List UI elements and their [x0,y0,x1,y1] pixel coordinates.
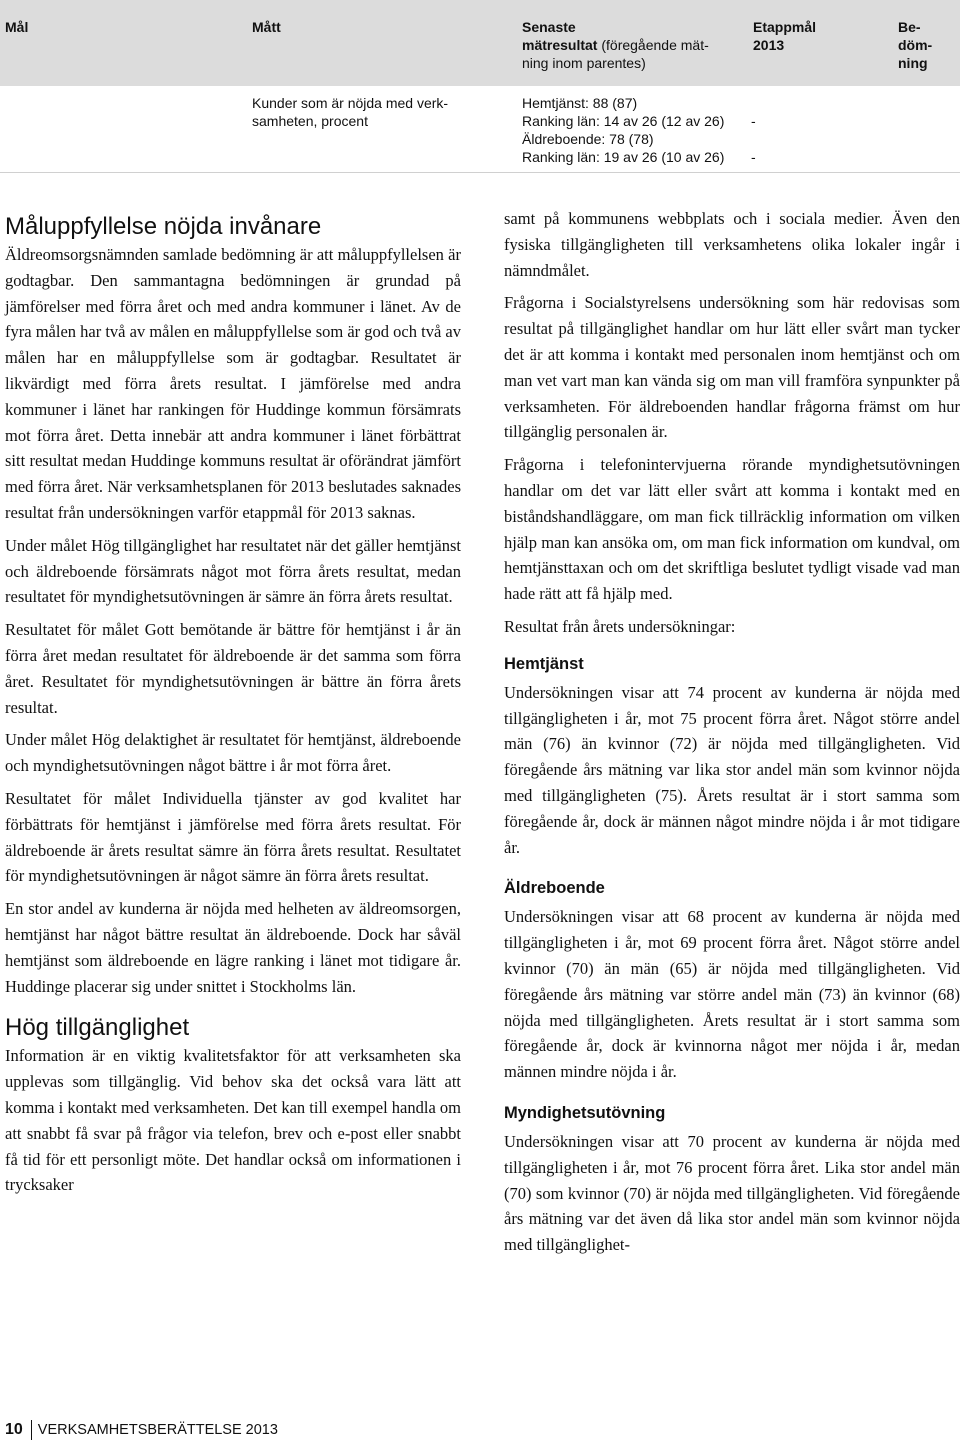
header-etappmal: Etappmål 2013 [753,19,817,53]
row-result: Hemtjänst: 88 (87) Ranking län: 14 av 26 (12 av 26) Äldreboende: 78 (78) Ranking län: 19 av 26 (10 av 26) [522,95,725,165]
subheading-myndighetsutovning: Myndighetsutövning [504,1103,666,1122]
table-divider [0,172,960,173]
goal-table [0,0,960,175]
row-matt: Kunder som är nöjda med verk- samheten, procent [252,95,449,129]
paragraph: En stor andel av kunderna är nöjda med helheten av äldreomsorgen, hemtjänst har något bättre resultat än äldreboende. Dock har såväl hemtjänst som äldreboende en lägre ranking i länet mot tidigare år. Huddinge placerar sig under snittet i Stockholms län. [5,899,461,996]
page-footer [5,1419,278,1441]
paragraph: Information är en viktig kvalitetsfaktor för att verksamheten ska upplevas som tillgänglig. Vid behov ska det också vara lätt att komma i kontakt med verksamheten. Det kan till exempel handla om att snabbt få svar på frågor via telefon, brev och e-post eller snabbt få tid för ett personligt möte. Det handlar också om informationen i trycksaker [5,1046,461,1195]
header-bedomning: Be- döm- ning [898,19,933,71]
left-column [5,212,461,1205]
paragraph: Undersökningen visar att 74 procent av kunderna är nöjda med tillgängligheten i år, mot 75 procent förra året. Något större andel män (76) än kvinnor (72) är nöjda med tillgängligheten. Vid föregående års mätning var lika stor andel män som kvinnor nöjda med tillgängligheten (75). Årets resultat är i stort samma som föregående år, dock är männen något mindre nöjda i år mot tidigare år. [504,682,960,857]
section-title-hog-tillganglighet: Hög tillgänglighet [5,1014,190,1042]
paragraph: Undersökningen visar att 68 procent av kunderna är nöjda med tillgängligheten i år, mot 69 procent förra året. Något större andel kvinnor (70) än män (65) är nöjda med tillgängligheten. Vid föregående års mätning var större andel män (73) än kvinnor (68) nöjda med tillgängligheten. Årets resultat är i stort samma som föregående år, dock är kvinnorna något mer nöjda i år, medan männen mindre nöjda i år. [504,907,960,1082]
paragraph: Under målet Hög delaktighet är resultatet för hemtjänst, äldreboende och myndighetsutövningen något bättre i år mot förra året. [5,730,461,776]
header-mal: Mål [5,19,29,35]
section-title-maluppfyllelse: Måluppfyllelse nöjda invånare [5,213,322,240]
footer-divider [31,1420,32,1440]
subheading-aldreboende: Äldreboende [504,879,605,898]
paragraph: Frågorna i Socialstyrelsens undersökning som här redovisas som resultat på tillgänglighet handlar om hur lätt eller svårt man tycker det är att komma i kontakt med personalen inom hemtjänst och om man vet vart man kan vända sig om man vill framföra synpunkter på verksamheten. För äldreboenden handlar frågorna främst om hur tillgänglig personalen är. [504,293,960,442]
paragraph: samt på kommunens webbplats och i sociala medier. Även den fysiska tillgängligheten till verksamhetens olika lokaler ingår i nämndmålet. [504,209,960,280]
paragraph: Resultat från årets undersökningar: [504,616,736,636]
header-matt: Mått [252,19,281,35]
right-column [504,206,960,1265]
paragraph: Resultatet för målet Gott bemötande är bättre för hemtjänst i år än förra året medan resultatet för äldreboende är det samma som förra året. Resultatet för myndighetsutövningen är bättre än förra årets resultat. [5,620,461,717]
footer-label: VERKSAMHETSBERÄTTELSE 2013 [37,1422,278,1438]
paragraph: Undersökningen visar att 70 procent av kunderna är nöjda med tillgängligheten i år, mot 76 procent förra året. Lika stor andel män (70) som kvinnor (70) är nöjda med tillgängligheten. Vid föregående års mätning var det även då lika stor andel män som kvinnor nöjda med tillgänglighet- [504,1131,960,1255]
header-senaste-suffix: (föregående mät- [601,37,709,53]
subheading-hemtjanst: Hemtjänst [504,654,584,673]
header-senaste-matresultat: Senaste mätresultat (föregående mät- ning inom parentes) [522,19,709,71]
row-etappmal-aldreboende: - [751,149,756,165]
paragraph: Under målet Hög tillgänglighet har resultatet när det gäller hemtjänst och äldreboende försämrats något mot förra årets resultat, medan resultatet för myndighetsutövningen är sämre än förra årets resultat. [5,535,461,607]
row-etappmal-hemtjanst: - [751,113,756,129]
paragraph: Resultatet för målet Individuella tjänster av god kvalitet har förbättrats för hemtjänst i jämförelse med förra årets resultat. För äldreboende är årets resultat sämre än förra årets resultat. Resultatet för myndighetsutövningen är något sämre än förra årets resultat. [5,788,461,886]
paragraph: Frågorna i telefonintervjuerna rörande myndighetsutövningen handlar om det var lätt eller svårt att komma i kontakt med en biståndshandläggare, om man fick tillräcklig information om vilken hjälp man kan ansöka om, om man fick information om kundval, om hemtjänsttaxan och om det skriftliga beslutet tydligt visade vad man hade rätt att få hjälp med. [504,455,960,604]
page-number: 10 [5,1421,23,1438]
paragraph: Äldreomsorgsnämnden samlade bedömning är att måluppfyllelsen är godtagbar. Den sammantagna bedömningen är grundad på jämförelser med förra året och med andra kommuner i länet. Av de fyra målen har två av målen en måluppfyllelse som är god och två av målen har en måluppfyllelse som är godtagbar. Resultatet är likvärdigt med förra årets resultat. I jämförelse med andra kommuner i länet har rankingen för Huddinge kommun försämrats mot förra året. Detta innebär att andra kommuner i länet förbättrat sitt resultat medan Huddinge kommuns resultat är oförändrat jämfört med förra året. När verksamhetsplanen för 2013 beslutades saknades resultat från undersökningen varför etappmål för 2013 saknas. [5,245,461,522]
